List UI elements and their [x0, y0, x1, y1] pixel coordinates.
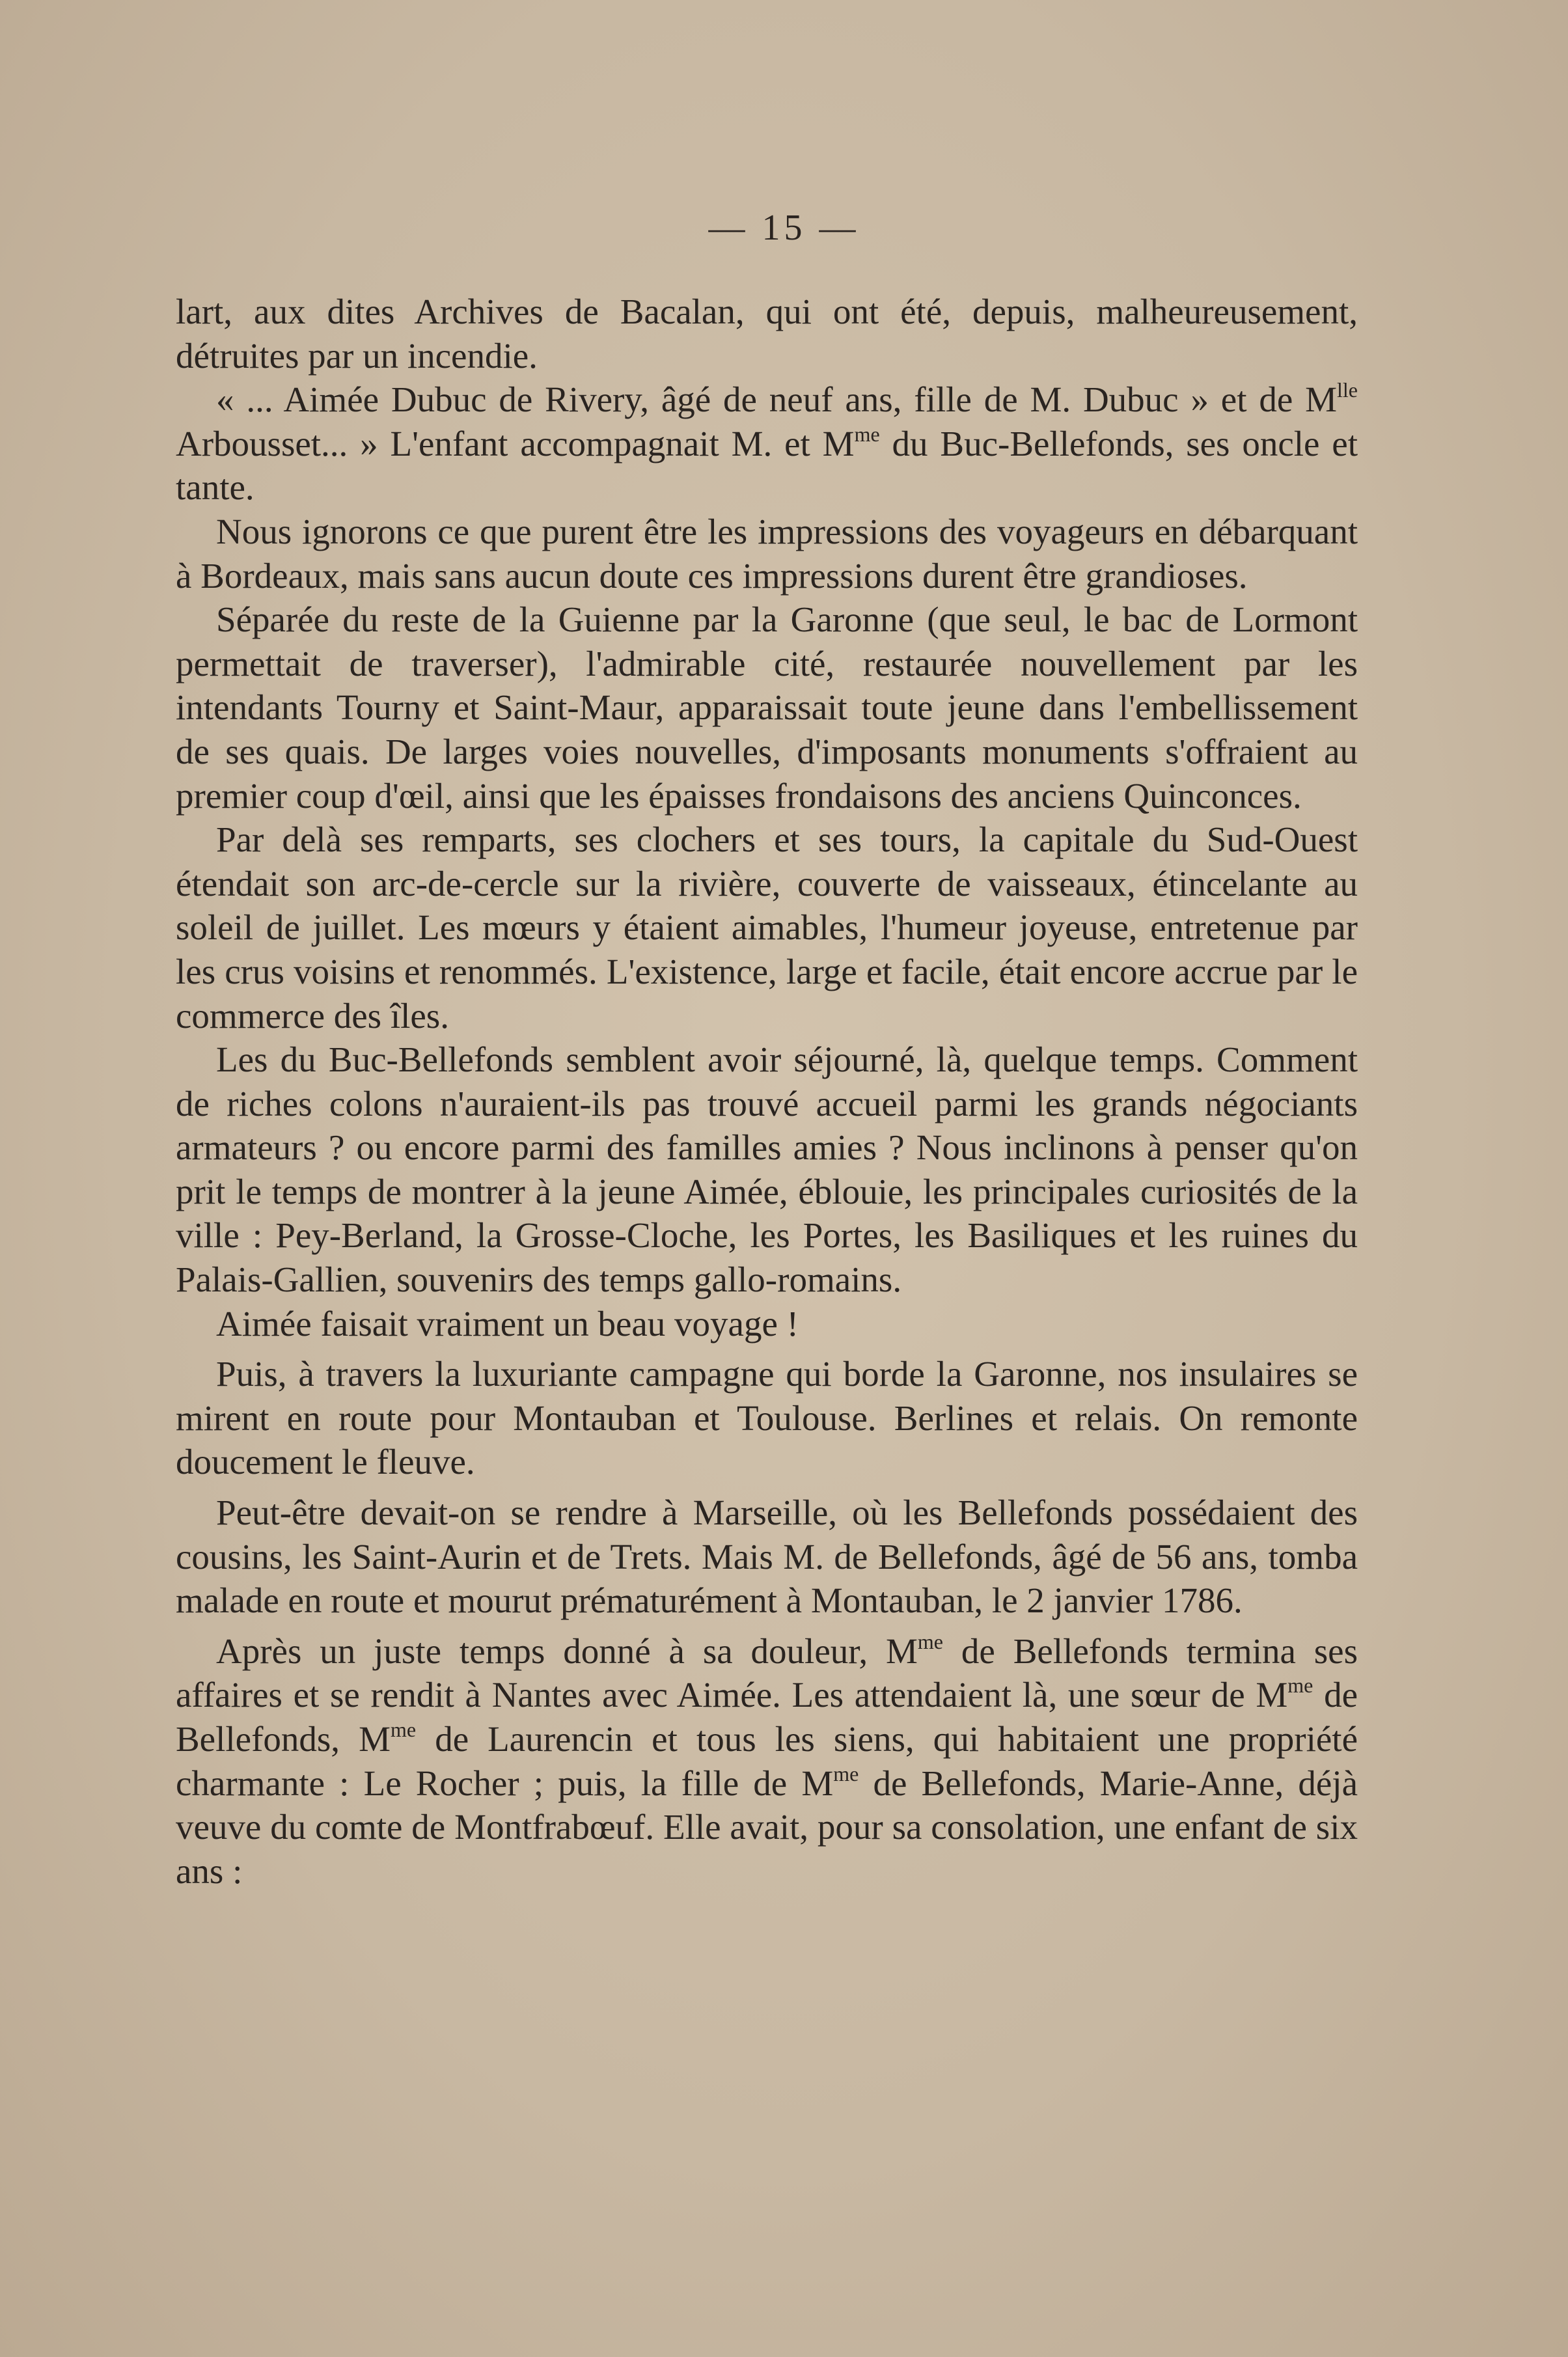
paragraph: [176, 818, 1358, 1038]
superscript: me: [833, 1761, 859, 1785]
paragraph: [176, 1491, 1358, 1623]
page-number: — 15 —: [708, 208, 860, 248]
text-run: de Bellefonds, M: [176, 1675, 1358, 1759]
text-run: de Bellefonds, Marie-Anne, déjà veuve du comte de Montfrabœuf. Elle avait, pour sa consolation, une enfant de six ans :: [176, 1763, 1358, 1891]
superscript: lle: [1337, 378, 1358, 402]
text-run: Aimée faisait vraiment un beau voyage !: [216, 1303, 799, 1344]
text-run: Par delà ses remparts, ses clochers et ses tours, la capitale du Sud-Ouest étendait son arc-de-cercle sur la rivière, couverte de vaisseaux, étincelante au soleil de juillet. Les mœurs y étaient aimables, l'humeur joyeuse, entretenue par les crus voisins et renommés. L'existence, large et facile, était encore accrue par le commerce des îles.: [176, 820, 1358, 1036]
superscript: me: [917, 1629, 943, 1653]
paragraph: [176, 290, 1358, 378]
text-run: du Buc-Bellefonds, ses oncle et tante.: [176, 423, 1358, 508]
text-run: Puis, à travers la luxuriante campagne qui borde la Garonne, nos insulaires se mirent en route pour Montauban et Toulouse. Berlines et relais. On remonte doucement le fleuve.: [176, 1354, 1358, 1482]
paragraph: [176, 1352, 1358, 1484]
text-run: « ... Aimée Dubuc de Rivery, âgé de neuf ans, fille de M. Dubuc » et de M: [216, 379, 1338, 420]
text-run: Nous ignorons ce que purent être les impressions des voyageurs en débarquant à Bordeaux, mais sans aucun doute ces impressions durent être grandioses.: [176, 511, 1358, 596]
text-run: Les du Buc-Bellefonds semblent avoir séjourné, là, quelque temps. Comment de riches colons n'auraient-ils pas trouvé accueil parmi les grands négociants armateurs ? ou encore parmi des familles amies ? Nous inclinons à penser qu'on prit le temps de montrer à la jeune Aimée, éblouie, les principales curiosités de la ville : Pey-Berland, la Grosse-Cloche, les Portes, les Basiliques et les ruines du Palais-Gallien, souvenirs des temps gallo-romains.: [176, 1040, 1358, 1300]
paragraph: [176, 510, 1358, 598]
text-run: Arbousset... » L'enfant accompagnait M. et M: [176, 423, 855, 463]
paragraph: [176, 1038, 1358, 1302]
paragraph: [176, 1629, 1358, 1894]
text-run: de Bellefonds termina ses affaires et se rendit à Nantes avec Aimée. Les attendaient là, une sœur de M: [176, 1631, 1358, 1715]
paragraph: [176, 378, 1358, 510]
paragraph: [176, 598, 1358, 818]
superscript: me: [391, 1718, 417, 1741]
text-run: lart, aux dites Archives de Bacalan, qui ont été, depuis, malheureusement, détruites par un incendie.: [176, 292, 1358, 376]
text-run: Séparée du reste de la Guienne par la Garonne (que seul, le bac de Lormont permettait de traverser), l'admirable cité, restaurée nouvellement par les intendants Tourny et Saint-Maur, apparaissait toute jeune dans l'embellissement de ses quais. De larges voies nouvelles, d'imposants monuments s'offraient au premier coup d'œil, ainsi que les épaisses frondaisons des anciens Quinconces.: [176, 600, 1358, 816]
text-run: Peut-être devait-on se rendre à Marseille, où les Bellefonds possédaient des cousins, les Saint-Aurin et de Trets. Mais M. de Bellefonds, âgé de 56 ans, tomba malade en route et mourut prématurément à Montauban, le 2 janvier 1786.: [176, 1493, 1358, 1621]
text-run: Après un juste temps donné à sa douleur, M: [216, 1631, 918, 1671]
superscript: me: [854, 422, 880, 446]
paragraph: [176, 1302, 1358, 1346]
body-text: [176, 290, 1358, 1893]
superscript: me: [1287, 1674, 1314, 1698]
text-run: de Laurencin et tous les siens, qui habitaient une propriété charmante : Le Rocher ; puis, la fille de M: [176, 1719, 1358, 1803]
